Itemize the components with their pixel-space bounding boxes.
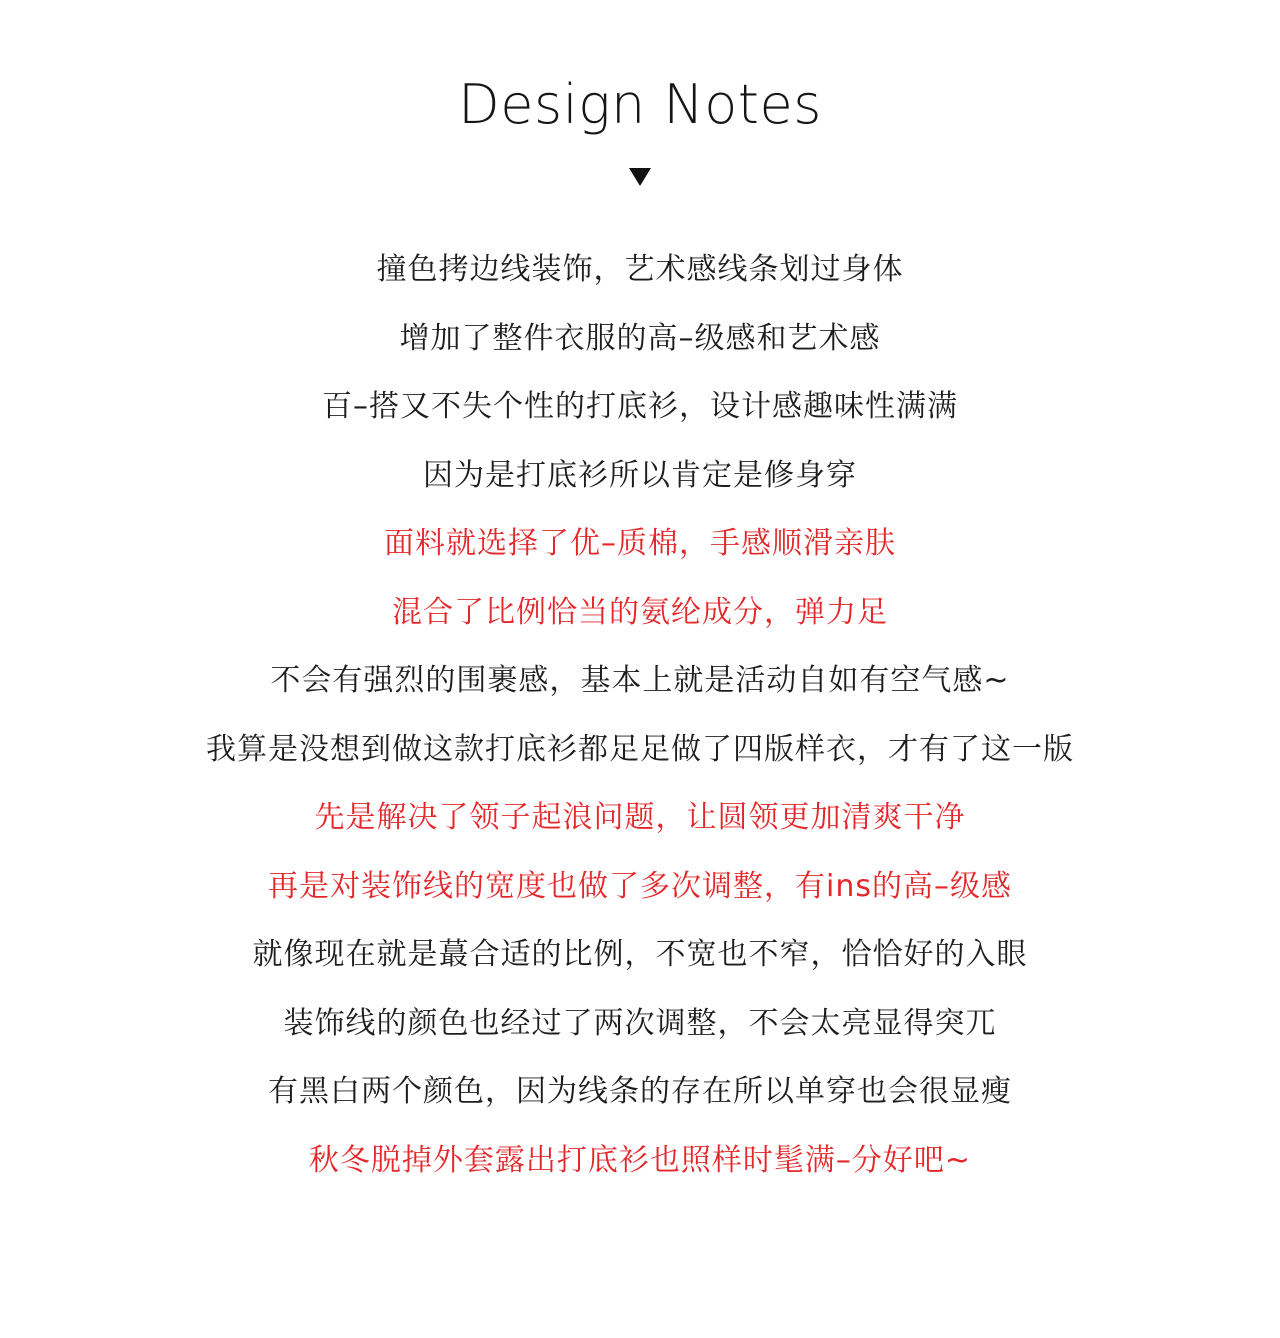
triangle-down-icon xyxy=(629,168,651,186)
note-line: 我算是没想到做这款打底衫都足足做了四版样衣，才有了这一版 xyxy=(206,731,1074,767)
page-title: Design Notes xyxy=(458,73,822,136)
note-line: 装饰线的颜色也经过了两次调整，不会太亮显得突兀 xyxy=(283,1005,997,1041)
note-line: 不会有强烈的围裹感，基本上就是活动自如有空气感~ xyxy=(270,663,1010,698)
note-line: 增加了整件衣服的高–级感和艺术感 xyxy=(399,320,881,356)
notes-list xyxy=(0,248,1280,1207)
note-line-highlight: 秋冬脱掉外套露出打底衫也照样时髦满–分好吧~ xyxy=(308,1142,972,1178)
note-line-highlight: 混合了比例恰当的氨纶成分，弹力足 xyxy=(392,594,888,630)
note-line: 有黑白两个颜色，因为线条的存在所以单穿也会很显瘦 xyxy=(268,1074,1012,1109)
note-line-highlight: 再是对装饰线的宽度也做了多次调整，有ins的高–级感 xyxy=(268,868,1012,904)
note-line-highlight: 面料就选择了优–质棉，手感顺滑亲肤 xyxy=(384,526,896,561)
note-line-highlight: 先是解决了领子起浪问题，让圆领更加清爽干净 xyxy=(314,800,966,835)
note-line: 就像现在就是蕞合适的比例，不宽也不窄，恰恰好的入眼 xyxy=(252,937,1028,972)
note-line: 撞色拷边线装饰，艺术感线条划过身体 xyxy=(376,252,904,287)
note-line: 百–搭又不失个性的打底衫，设计感趣味性满满 xyxy=(322,389,958,424)
note-line: 因为是打底衫所以肯定是修身穿 xyxy=(423,457,857,493)
